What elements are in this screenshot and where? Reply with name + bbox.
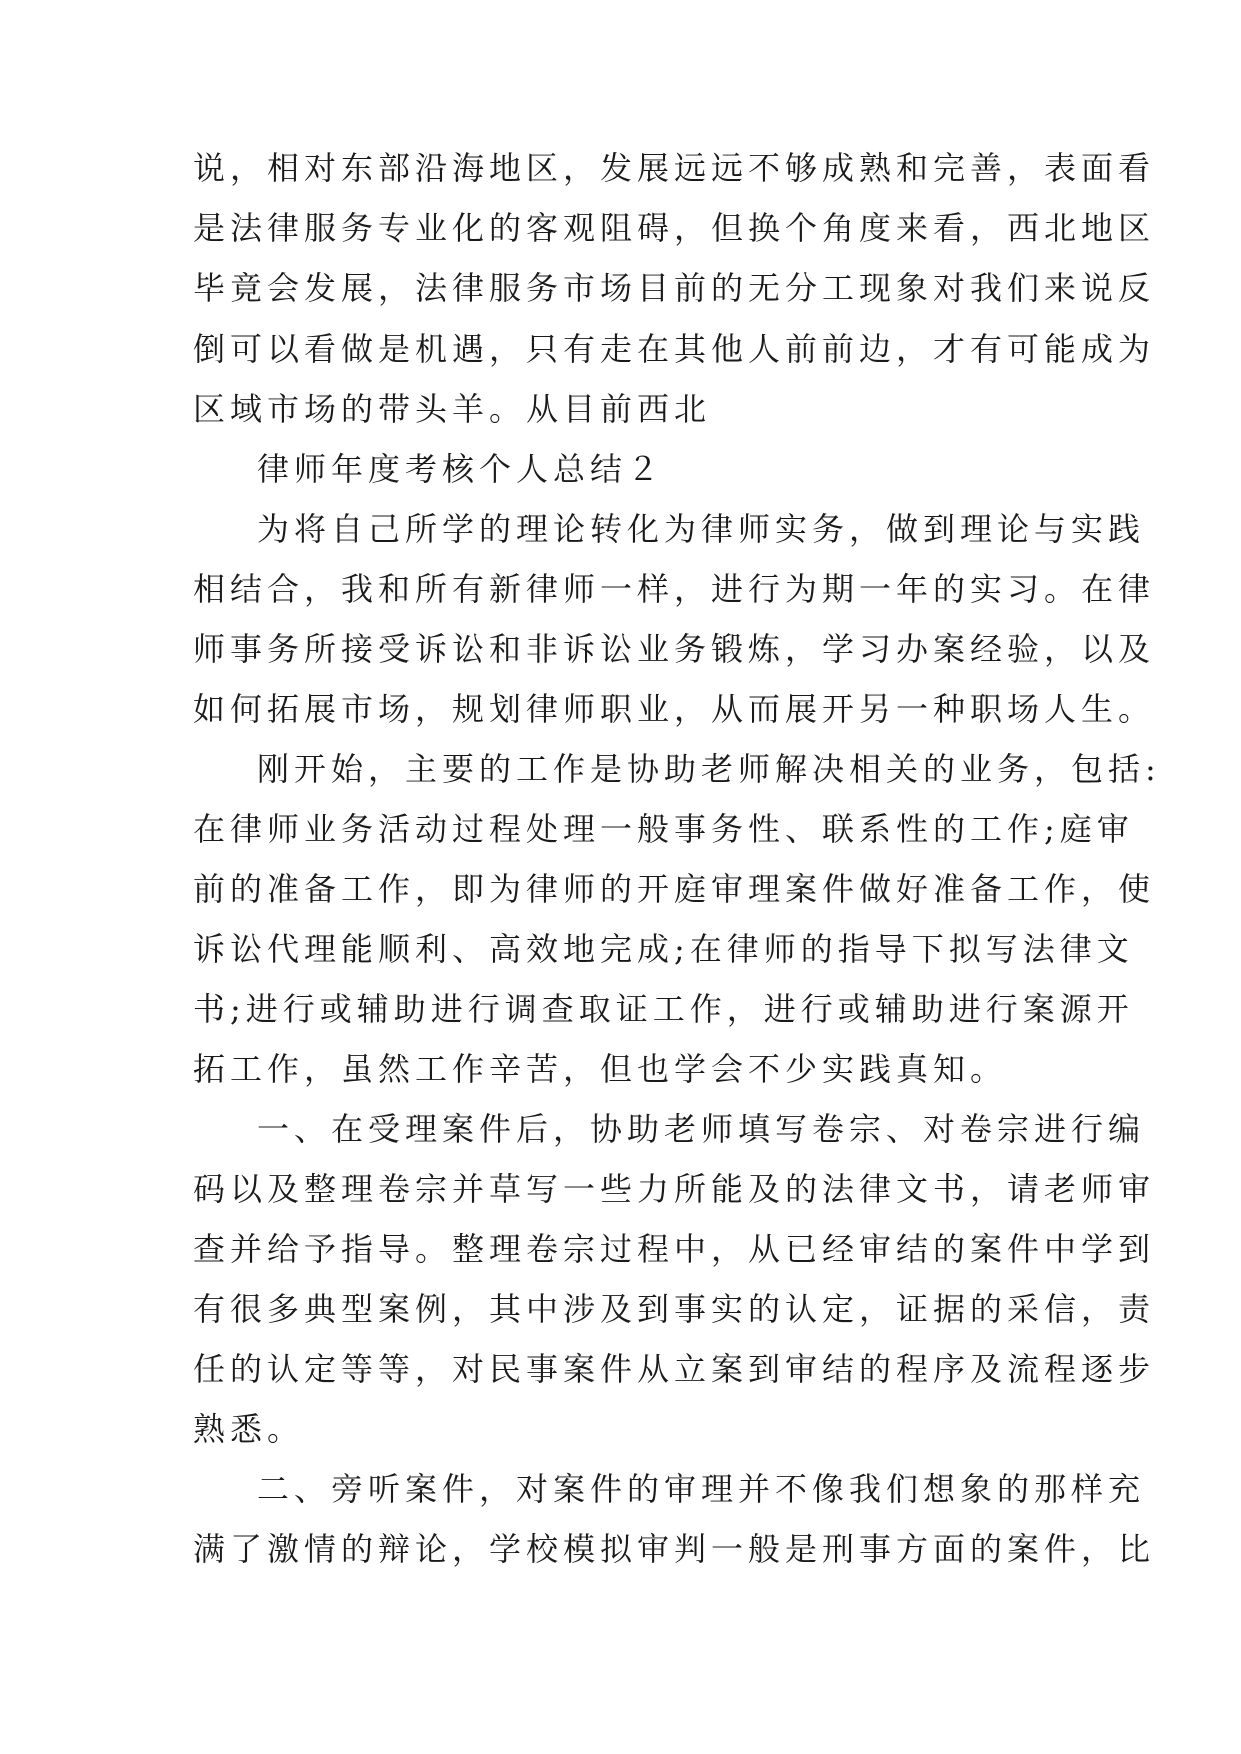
text-line: 熟悉。 <box>193 1410 305 1448</box>
text-line: 毕竟会发展，法律服务市场目前的无分工现象对我们来说反 <box>193 269 1156 307</box>
text-line: 有很多典型案例，其中涉及到事实的认定，证据的采信，责 <box>193 1290 1156 1328</box>
text-line: 是法律服务专业化的客观阻碍，但换个角度来看，西北地区 <box>193 209 1156 247</box>
text-line: 刚开始，主要的工作是协助老师解决相关的业务，包括: <box>257 750 1161 788</box>
text-line: 为将自己所学的理论转化为律师实务，做到理论与实践 <box>257 510 1146 548</box>
text-line: 区域市场的带头羊。从目前西北 <box>193 390 712 428</box>
text-line: 满了激情的辩论，学校模拟审判一般是刑事方面的案件，比 <box>193 1530 1156 1568</box>
text-line: 倒可以看做是机遇，只有走在其他人前前边，才有可能成为 <box>193 330 1156 368</box>
text-line: 一、在受理案件后，协助老师填写卷宗、对卷宗进行编 <box>257 1110 1146 1148</box>
text-line: 诉讼代理能顺利、高效地完成;在律师的指导下拟写法律文 <box>193 930 1134 968</box>
text-line: 书;进行或辅助进行调查取证工作，进行或辅助进行案源开 <box>193 990 1134 1028</box>
section-heading: 律师年度考核个人总结２ <box>257 450 665 488</box>
text-line: 如何拓展市场，规划律师职业，从而展开另一种职场人生。 <box>193 690 1156 728</box>
text-line: 拓工作，虽然工作辛苦，但也学会不少实践真知。 <box>193 1050 1008 1088</box>
text-line: 二、旁听案件，对案件的审理并不像我们想象的那样充 <box>257 1470 1146 1508</box>
text-line: 码以及整理卷宗并草写一些力所能及的法律文书，请老师审 <box>193 1170 1156 1208</box>
text-line: 相结合，我和所有新律师一样，进行为期一年的实习。在律 <box>193 570 1156 608</box>
text-line: 师事务所接受诉讼和非诉讼业务锻炼，学习办案经验，以及 <box>193 630 1156 668</box>
text-line: 任的认定等等，对民事案件从立案到审结的程序及流程逐步 <box>193 1350 1156 1388</box>
text-line: 查并给予指导。整理卷宗过程中，从已经审结的案件中学到 <box>193 1230 1156 1268</box>
text-line: 前的准备工作，即为律师的开庭审理案件做好准备工作，使 <box>193 870 1156 908</box>
text-line: 在律师业务活动过程处理一般事务性、联系性的工作;庭审 <box>193 810 1134 848</box>
text-line: 说，相对东部沿海地区，发展远远不够成熟和完善，表面看 <box>193 149 1156 187</box>
